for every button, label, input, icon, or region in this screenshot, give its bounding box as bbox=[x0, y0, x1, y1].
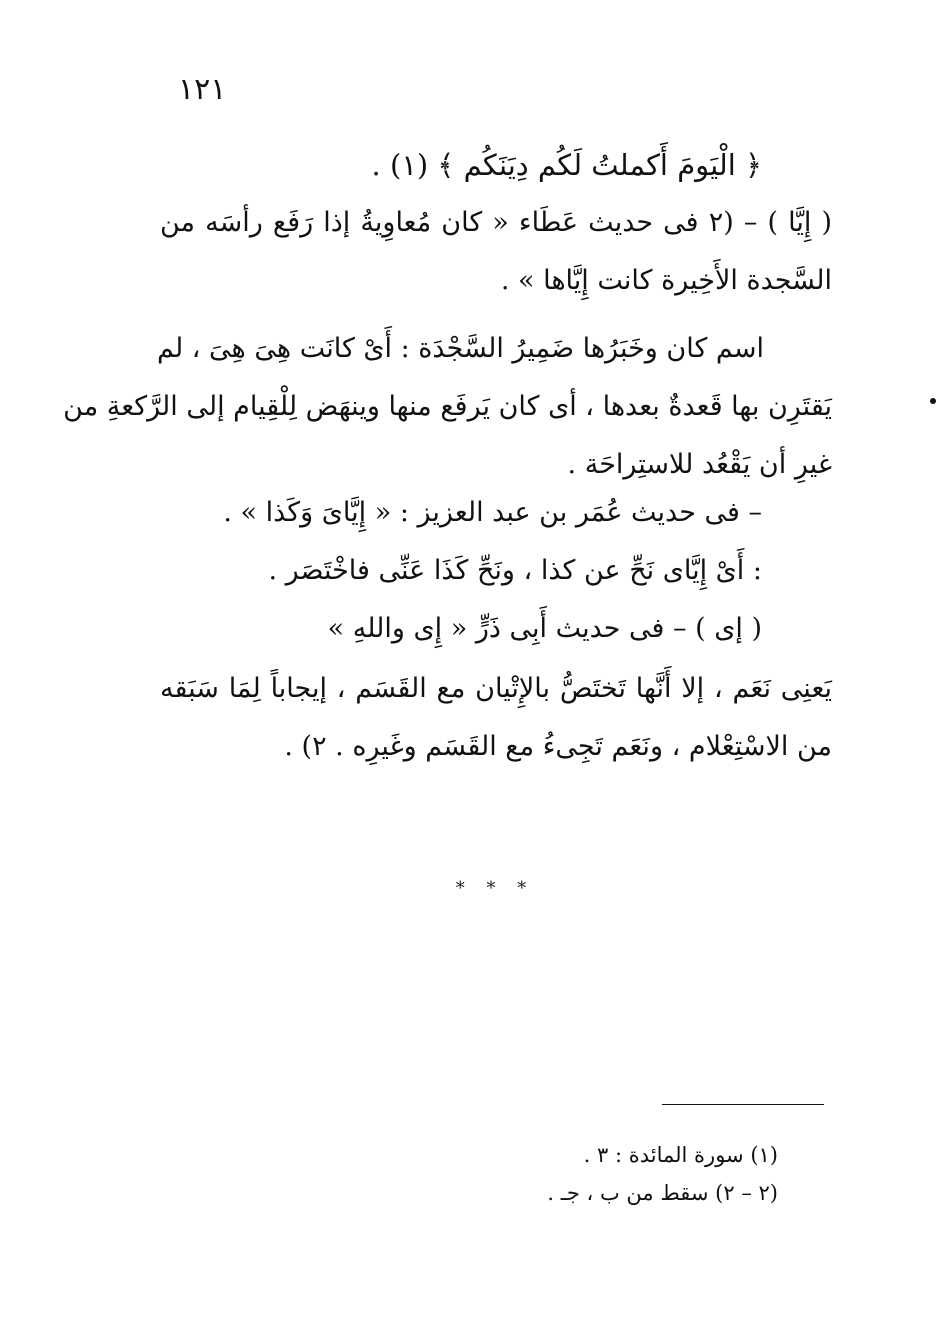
section-separator: * * * bbox=[455, 878, 535, 899]
quran-verse-line: ﴿ الْيَومَ أَكملتُ لَكُم دِيَنَكُم ﴾ (١) . bbox=[371, 148, 762, 182]
footnote-2: (٢ – ٢) سقط من ب ، جـ . bbox=[547, 1181, 778, 1205]
ii-explanation-block bbox=[160, 660, 832, 776]
margin-dot bbox=[930, 398, 936, 404]
footnote-1: (١) سورة المائدة : ٣ . bbox=[583, 1143, 778, 1167]
entry-iyya-line-1: ( إِيَّا ) – (٢ فى حديث عَطَاء « كان مُعاوِيةُ إذا رَفَع رأسَه من bbox=[160, 207, 832, 238]
explanation-line-2: يَقتَرِن بها قَعدةٌ بعدها ، أى كان يَرفَع منها وينهَض لِلْقِيام إلى الرَّكعةِ من bbox=[63, 391, 832, 422]
footnote-divider bbox=[662, 1104, 824, 1105]
explanation-line-3: غيرِ أن يَقْعُد للاستِراحَة . bbox=[567, 449, 832, 480]
ii-explanation-line-1: يَعنِى نَعَم ، إلا أَنَّها تَختَصُّ بالإِتْيان مع القَسَم ، إيجاباً لِمَا سَبَقه bbox=[160, 673, 832, 704]
entry-ii-line: ( إى ) – فى حديث أَبِى ذَرٍّ « إِى واللهِ » bbox=[327, 613, 762, 644]
umar-hadith-line: – فى حديث عُمَر بن عبد العزيز : « إِيَّاىَ وَكَذا » . bbox=[223, 497, 762, 528]
umar-hadith-block bbox=[160, 484, 832, 658]
explanation-line-1: اسم كان وخَبَرُها ضَمِيرُ السَّجْدَة : أَىْ كانَت هِىَ هِىَ ، لم bbox=[156, 333, 764, 364]
footnotes bbox=[400, 1136, 778, 1212]
umar-explanation-line: : أَىْ إِيَّاى نَحِّ عن كذا ، ونَحِّ كَذَا عَنِّى فاخْتَصَر . bbox=[268, 555, 762, 586]
entry-iyya-line-2: السَّجدة الأَخِيرة كانت إِيَّاها » . bbox=[500, 265, 832, 296]
explanation-block bbox=[63, 320, 832, 494]
main-text bbox=[160, 136, 832, 310]
page-number: ١٢١ bbox=[178, 72, 227, 107]
ii-explanation-line-2: من الاسْتِعْلام ، ونَعَم تَجِىءُ مع القَسَم وغَيرِه . ٢) . bbox=[284, 731, 832, 762]
